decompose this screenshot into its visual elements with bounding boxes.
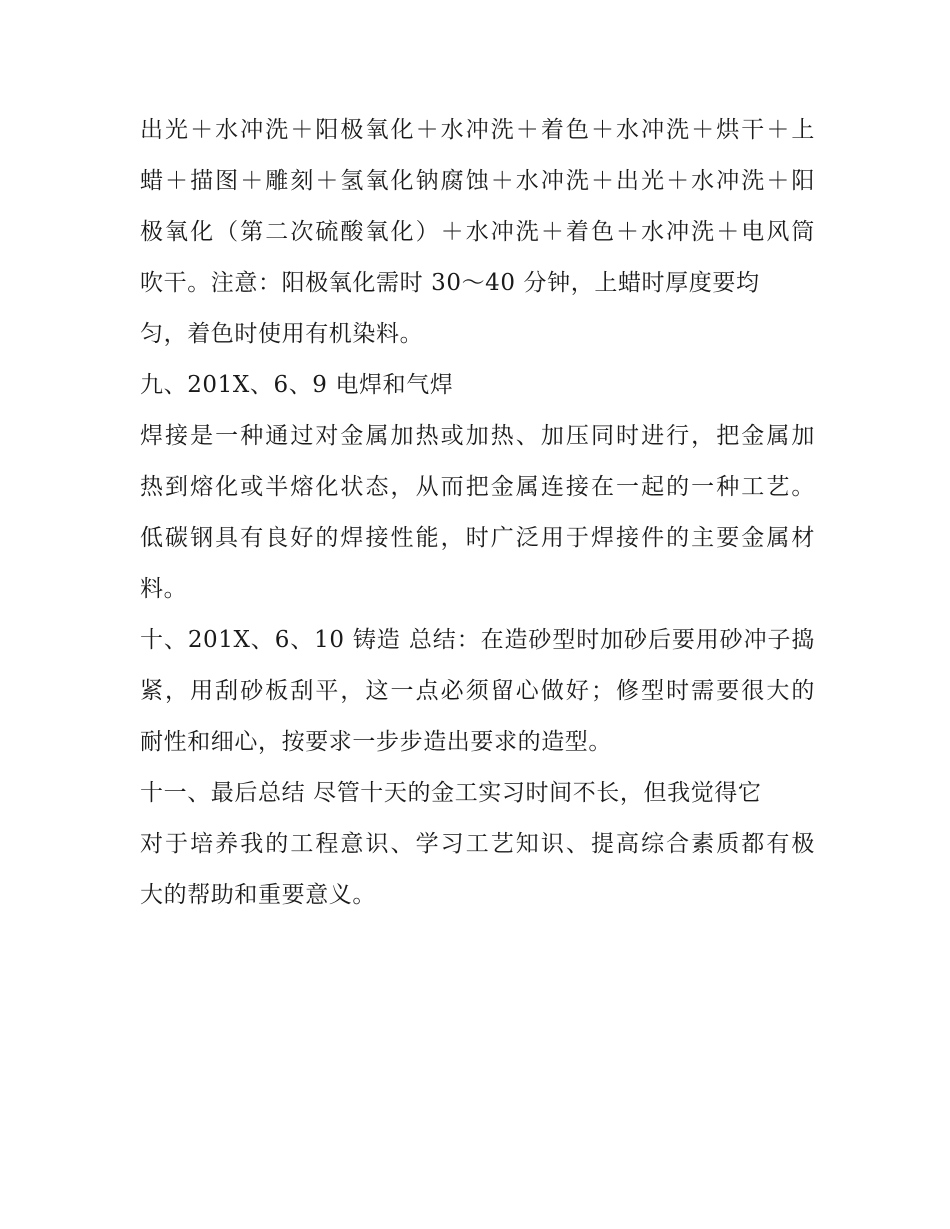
text-line: 十一、最后总结 尽管十天的金工实习时间不长，但我觉得它 <box>140 780 762 806</box>
text-line: 吹干。注意：阳极氧化需时 30～40 分钟，上蜡时厚度要均 <box>140 270 760 296</box>
text-line: 出光＋水冲洗＋阳极氧化＋水冲洗＋着色＋水冲洗＋烘干＋上 <box>140 117 815 143</box>
text-line: 低碳钢具有良好的焊接性能，时广泛用于焊接件的主要金属材 <box>140 525 815 551</box>
text-line: 热到熔化或半熔化状态，从而把金属连接在一起的一种工艺。 <box>140 474 815 500</box>
text-line: 十、201X、6、10 铸造 总结：在造砂型时加砂后要用砂冲子捣 <box>140 627 815 653</box>
section-heading: 九、201X、6、9 电焊和气焊 <box>140 372 454 398</box>
text-line: 料。 <box>140 576 188 602</box>
text-line: 耐性和细心，按要求一步步造出要求的造型。 <box>140 729 612 755</box>
document-page <box>140 107 815 923</box>
text-line: 焊接是一种通过对金属加热或加热、加压同时进行，把金属加 <box>140 423 815 449</box>
text-line: 蜡＋描图＋雕刻＋氢氧化钠腐蚀＋水冲洗＋出光＋水冲洗＋阳 <box>140 168 815 194</box>
text-line: 对于培养我的工程意识、学习工艺知识、提高综合素质都有极 <box>140 831 815 857</box>
text-line: 紧，用刮砂板刮平，这一点必须留心做好；修型时需要很大的 <box>140 678 815 704</box>
text-line: 大的帮助和重要意义。 <box>140 882 376 908</box>
text-line: 极氧化（第二次硫酸氧化）＋水冲洗＋着色＋水冲洗＋电风筒 <box>140 219 815 245</box>
text-line: 匀，着色时使用有机染料。 <box>140 321 424 347</box>
